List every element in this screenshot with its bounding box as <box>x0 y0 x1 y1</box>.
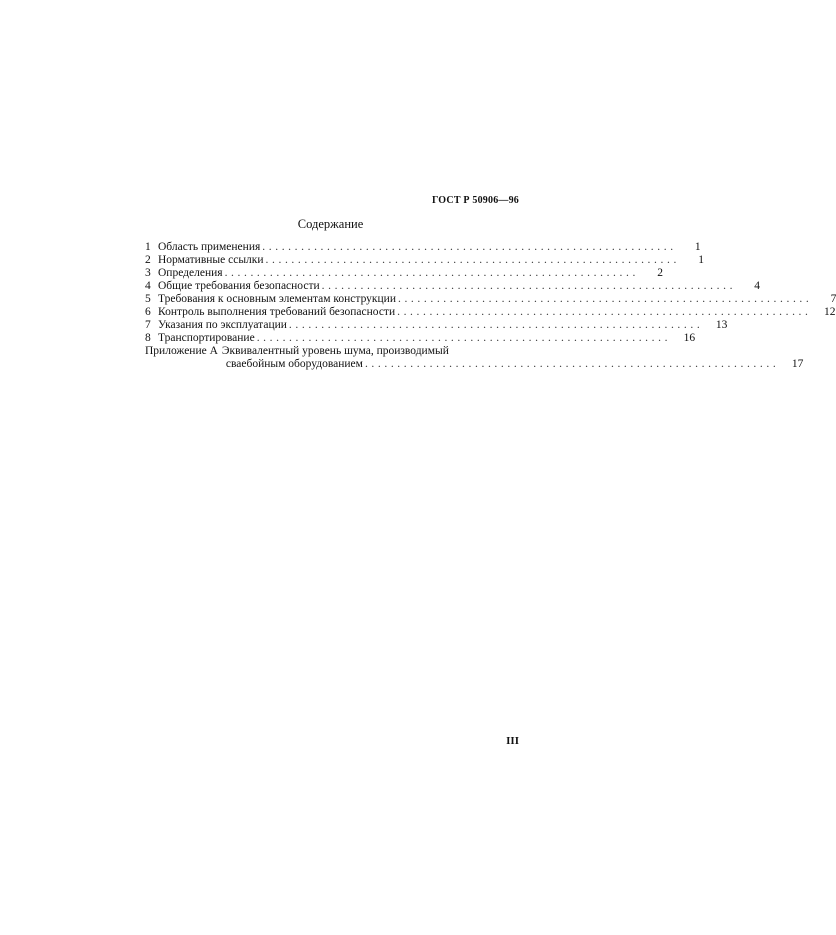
toc-entry[interactable] <box>145 332 696 345</box>
toc-entry-number: 3 <box>145 267 151 279</box>
toc-entry-label: Общие требования безопасности <box>158 280 320 292</box>
toc-leader-dots: ................................................................ <box>262 241 677 253</box>
toc-entry-label: Нормативные ссылки <box>158 254 264 266</box>
page-number: III <box>506 735 519 747</box>
toc-entry-label: Транспортирование <box>158 332 255 344</box>
toc-entry-label: Область применения <box>158 241 261 253</box>
toc-entry[interactable] <box>145 241 701 254</box>
toc-entry[interactable] <box>145 319 728 332</box>
toc-entry-number: 7 <box>145 319 151 331</box>
toc-entry-number: 4 <box>145 280 151 292</box>
toc-entry-label: Указания по эксплуатации <box>158 319 287 331</box>
toc-entry-number: 6 <box>145 306 151 318</box>
toc-entry-page: 2 <box>657 267 663 279</box>
toc-entry[interactable] <box>145 306 836 319</box>
table-of-contents <box>145 241 836 371</box>
appendix-prefix: Приложение А <box>145 345 218 357</box>
toc-entry-page: 4 <box>754 280 761 292</box>
toc-entry-number: 2 <box>145 254 151 266</box>
toc-entry-page: 7 <box>830 293 836 305</box>
document-code: ГОСТ Р 50906—96 <box>431 195 519 206</box>
toc-entry-label: Контроль выполнения требований безопасности <box>158 306 396 318</box>
toc-entry[interactable] <box>145 293 836 306</box>
toc-leader-dots: ................................................................ <box>364 358 780 370</box>
toc-entry-page: 16 <box>683 332 696 344</box>
toc-appendix-entry[interactable] <box>145 345 804 371</box>
appendix-title <box>222 345 803 371</box>
appendix-page: 17 <box>791 358 804 370</box>
appendix-title-line2: сваебойным оборудованием <box>225 358 363 370</box>
toc-entry-page: 13 <box>715 319 728 331</box>
toc-entry-label: Определения <box>158 267 223 279</box>
toc-leader-dots: ................................................................ <box>397 306 812 318</box>
toc-leader-dots: ................................................................ <box>397 293 813 305</box>
toc-leader-dots: ................................................................ <box>265 254 680 266</box>
toc-entry-page: 1 <box>694 241 701 253</box>
toc-leader-dots: ................................................................ <box>321 280 737 292</box>
toc-leader-dots: ................................................................ <box>256 332 672 344</box>
toc-entry[interactable] <box>145 280 761 293</box>
toc-entry-page: 1 <box>698 254 704 266</box>
toc-entry-number: 5 <box>145 293 151 305</box>
toc-entry[interactable] <box>145 254 704 267</box>
toc-leader-dots: ................................................................ <box>288 319 704 331</box>
appendix-title-line1: Эквивалентный уровень шума, производимый <box>221 345 449 357</box>
toc-entry-label: Требования к основным элементам конструкции <box>158 293 396 305</box>
appendix-title-line2-row <box>222 358 803 371</box>
toc-entry[interactable] <box>145 267 663 280</box>
toc-entry-number: 1 <box>145 241 151 253</box>
toc-leader-dots: ................................................................ <box>224 267 639 279</box>
toc-entry-number: 8 <box>145 332 151 344</box>
toc-entry-page: 12 <box>824 306 836 318</box>
toc-title: Содержание <box>297 217 364 231</box>
